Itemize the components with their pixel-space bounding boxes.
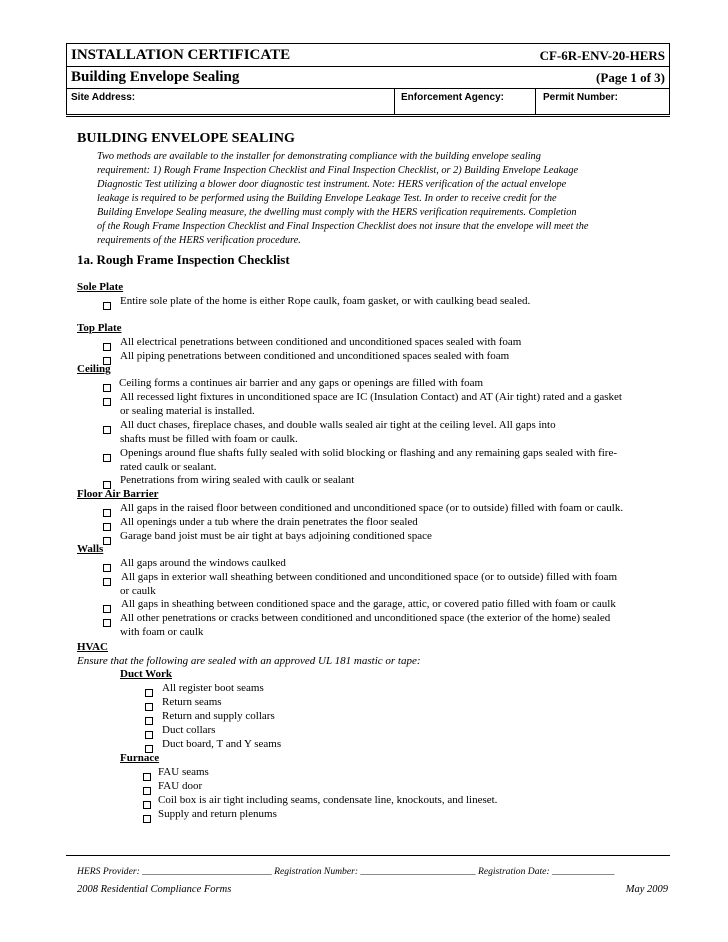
checklist-item-cont: with foam or caulk xyxy=(120,626,204,638)
checkbox[interactable] xyxy=(103,572,111,590)
ceiling-heading: Ceiling xyxy=(77,363,111,375)
checklist-item: All duct chases, fireplace chases, and double walls sealed air tight at the ceiling level. All gaps into xyxy=(120,419,556,431)
checklist-item: Duct board, T and Y seams xyxy=(162,738,282,750)
checklist-item: Openings around flue shafts fully sealed with solid blocking or flashing and any remaining gaps sealed with fire- xyxy=(120,447,618,459)
checklist-item: All gaps in sheathing between conditioned space and the garage, attic, or covered patio filled with foam or caulk xyxy=(121,598,616,610)
footer-date: May 2009 xyxy=(625,884,668,895)
checkbox[interactable] xyxy=(103,613,111,631)
footer-rule xyxy=(66,855,670,856)
checklist-item: All piping penetrations between conditioned and unconditioned spaces sealed with foam xyxy=(120,350,510,362)
intro-line: of the Rough Frame Inspection Checklist and Final Inspection Checklist does not insure that the envelope will meet the xyxy=(97,221,589,232)
intro-line: requirements of the HERS verification procedure. xyxy=(97,235,301,246)
checklist-item: Duct collars xyxy=(162,724,216,736)
checklist-item: Return and supply collars xyxy=(162,710,275,722)
checklist-item-cont: rated caulk or sealant. xyxy=(120,461,217,473)
intro-line: Building Envelope Sealing measure, the dwelling must comply with the HERS verification requirements. Completion xyxy=(97,207,577,218)
checkbox[interactable] xyxy=(103,420,111,438)
checklist-item: Ceiling forms a continues air barrier and any gaps or openings are filled with foam xyxy=(119,377,484,389)
footer-forms: 2008 Residential Compliance Forms xyxy=(77,884,232,895)
checklist-item: Return seams xyxy=(162,696,222,708)
page-number: (Page 1 of 3) xyxy=(596,70,665,85)
checklist-item: Garage band joist must be air tight at bays adjoining conditioned space xyxy=(120,530,432,542)
intro-line: Diagnostic Test utilizing a blower door diagnostic test instrument. Note: HERS verification of the actual envelope xyxy=(97,179,567,190)
intro-line: requirement: 1) Rough Frame Inspection Checklist and Final Inspection Checklist, or 2) Building Envelope Leakage xyxy=(97,165,579,176)
checklist-item: All gaps in exterior wall sheathing between conditioned and unconditioned space (or to outside) filled with foam xyxy=(121,571,618,583)
checklist-item: All openings under a tub where the drain penetrates the floor sealed xyxy=(120,516,418,528)
hvac-note: Ensure that the following are sealed with an approved UL 181 mastic or tape: xyxy=(77,655,421,667)
section-title: BUILDING ENVELOPE SEALING xyxy=(77,131,295,146)
hvac-heading: HVAC xyxy=(77,641,108,653)
checkbox[interactable] xyxy=(103,392,111,410)
checklist-item: Entire sole plate of the home is either Rope caulk, foam gasket, or with caulking bead sealed. xyxy=(120,295,531,307)
top-plate-heading: Top Plate xyxy=(77,322,122,334)
checklist-item-cont: shafts must be filled with foam or caulk. xyxy=(120,433,298,445)
checklist-item-cont: or sealing material is installed. xyxy=(120,405,255,417)
checklist-item: All register boot seams xyxy=(162,682,264,694)
checkbox[interactable] xyxy=(103,531,111,549)
header-title-row xyxy=(67,44,669,67)
checklist-item: FAU seams xyxy=(158,766,209,778)
checklist-item: All gaps around the windows caulked xyxy=(120,557,286,569)
permit-number-label: Permit Number: xyxy=(543,92,619,103)
footer-provider-line: HERS Provider: ___________________________ Registration Number: ________________________ Registration Date: _____________ xyxy=(77,866,615,877)
form-title: INSTALLATION CERTIFICATE xyxy=(71,47,291,63)
header-subtitle-row xyxy=(67,66,669,89)
checklist-item: All gaps in the raised floor between conditioned and unconditioned space (or to outside) filled with foam or caulk. xyxy=(120,502,624,514)
header-box xyxy=(66,43,670,115)
intro-line: Two methods are available to the installer for demonstrating compliance with the building envelope sealing xyxy=(97,151,541,162)
header-divider-1 xyxy=(394,88,395,114)
walls-heading: Walls xyxy=(77,543,104,555)
furnace-heading: Furnace xyxy=(120,752,160,764)
header-fields-row xyxy=(67,88,669,114)
sole-plate-heading: Sole Plate xyxy=(77,281,124,293)
form-subtitle: Building Envelope Sealing xyxy=(71,69,240,85)
site-address-label: Site Address: xyxy=(71,92,136,103)
checkbox[interactable] xyxy=(103,448,111,466)
duct-work-heading: Duct Work xyxy=(120,668,173,680)
checklist-item: All electrical penetrations between conditioned and unconditioned spaces sealed with foam xyxy=(120,336,522,348)
checklist-item: FAU door xyxy=(158,780,203,792)
checklist-item: Coil box is air tight including seams, condensate line, knockouts, and lineset. xyxy=(158,794,498,806)
floor-air-barrier-heading: Floor Air Barrier xyxy=(77,488,159,500)
checklist-item: All other penetrations or cracks between conditioned and unconditioned space (the exterior of the home) sealed xyxy=(120,612,611,624)
checklist-item: All recessed light fixtures in unconditioned space are IC (Insulation Contact) and AT (Air tight) rated and a gasket xyxy=(120,391,622,403)
header-divider-2 xyxy=(535,88,536,114)
header-bottom-rule xyxy=(66,116,670,117)
checklist-item: Penetrations from wiring sealed with caulk or sealant xyxy=(120,474,355,486)
intro-line: leakage is required to be performed using the Building Envelope Leakage Test. In order to receive credit for the xyxy=(97,193,557,204)
enforcement-agency-label: Enforcement Agency: xyxy=(401,92,504,103)
form-id: CF-6R-ENV-20-HERS xyxy=(539,48,665,63)
checklist-item-cont: or caulk xyxy=(120,585,156,597)
checkbox[interactable] xyxy=(103,296,111,314)
checklist-item: Supply and return plenums xyxy=(158,808,277,820)
checklist-title: 1a. Rough Frame Inspection Checklist xyxy=(77,252,290,267)
checkbox[interactable] xyxy=(143,809,151,827)
